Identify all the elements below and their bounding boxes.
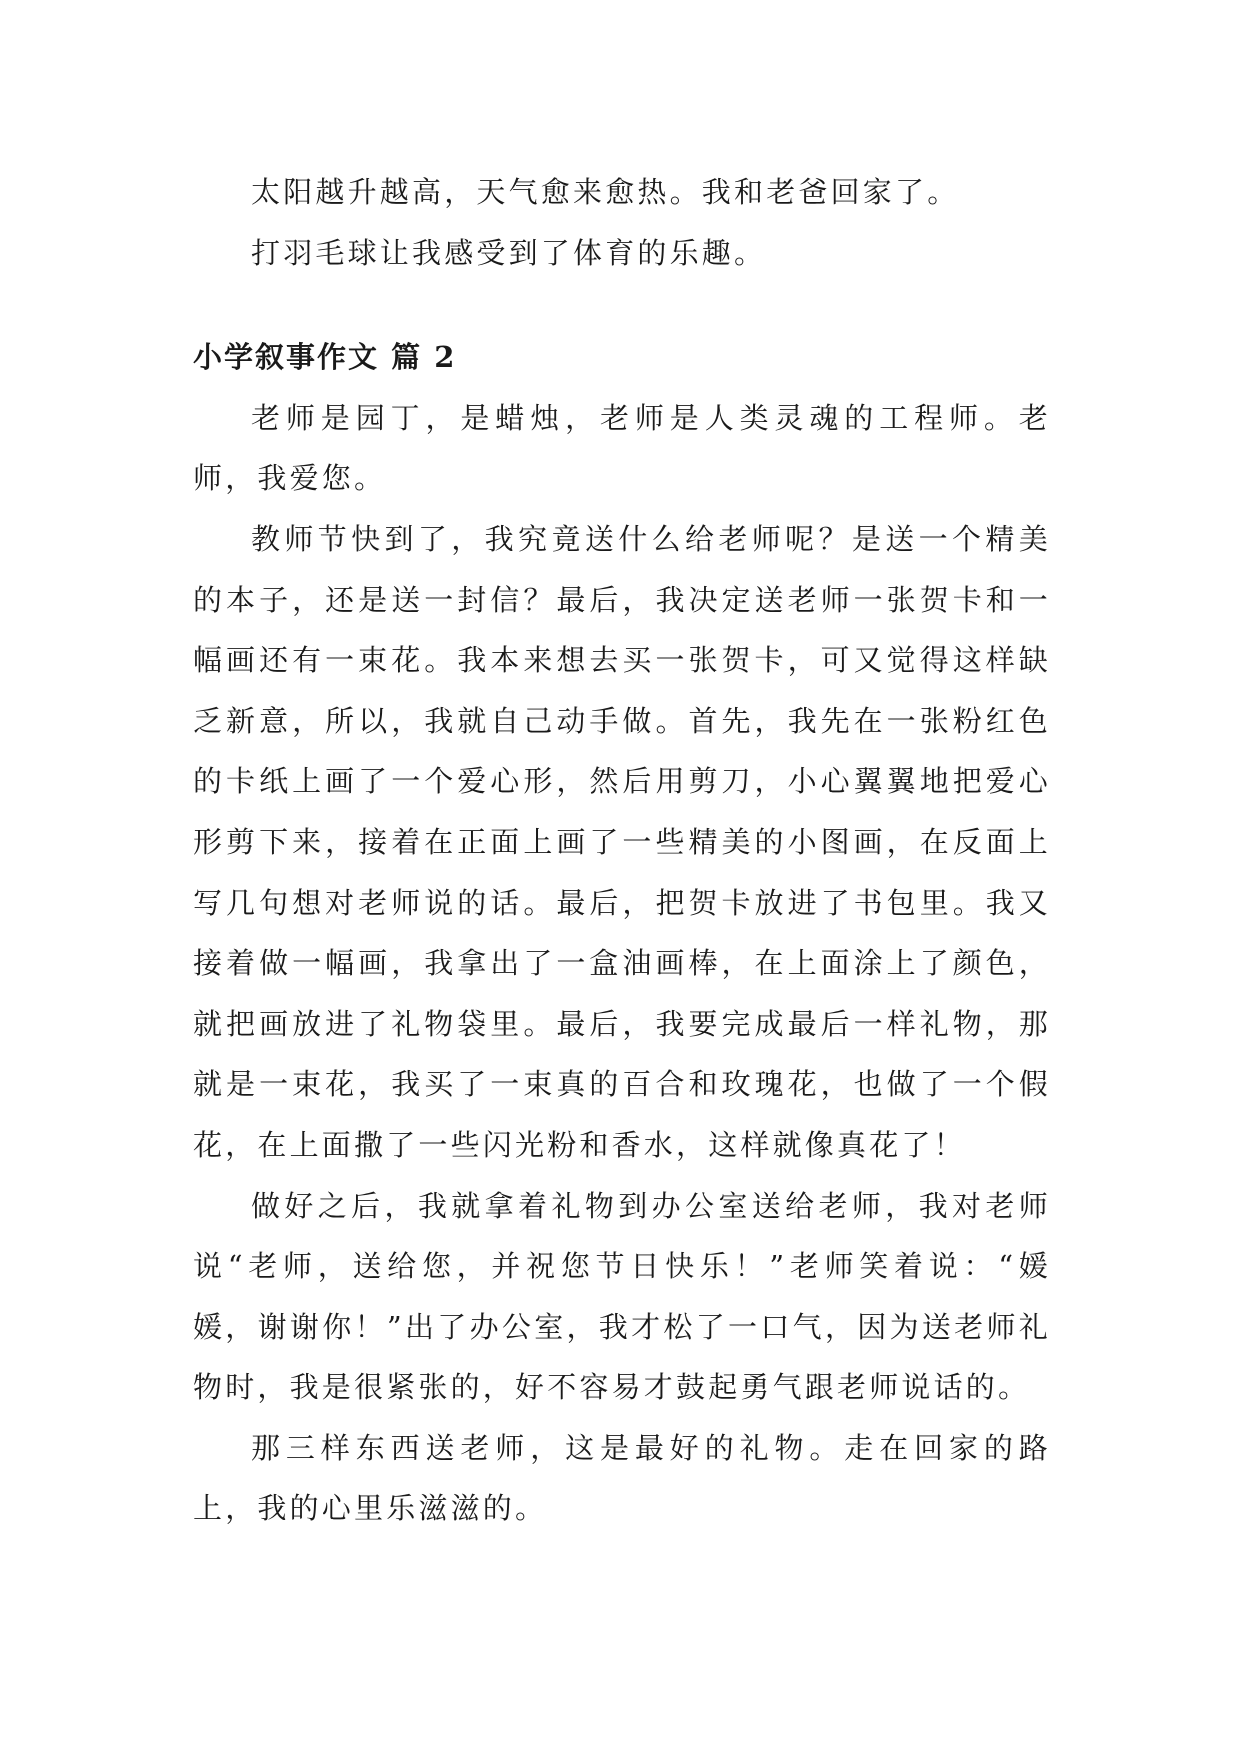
paragraph: 太阳越升越高，天气愈来愈热。我和老爸回家了。 — [251, 175, 960, 209]
paragraph: 打羽毛球让我感受到了体育的乐趣。 — [251, 235, 767, 270]
section-title: 小学叙事作文 篇 2 — [193, 340, 457, 375]
paragraph: 老师是园丁，是蜡烛，老师是人类灵魂的工程师。老师，我爱您。 — [193, 400, 1051, 496]
paragraph: 做好之后，我就拿着礼物到办公室送给老师，我对老师说“老师，送给您，并祝您节日快乐！”老师笑着说：“媛媛，谢谢你！”出了办公室，我才松了一口气，因为送老师礼物时，我是很紧张的，好不容易才鼓起勇气跟老师说话的。 — [193, 1188, 1051, 1405]
paragraph: 那三样东西送老师，这是最好的礼物。走在回家的路上，我的心里乐滋滋的。 — [193, 1430, 1051, 1526]
paragraph: 教师节快到了，我究竟送什么给老师呢？是送一个精美的本子，还是送一封信？最后，我决定送老师一张贺卡和一幅画还有一束花。我本来想去买一张贺卡，可又觉得这样缺乏新意，所以，我就自己动手做。首先，我先在一张粉红色的卡纸上画了一个爱心形，然后用剪刀，小心翼翼地把爱心形剪下来，接着在正面上画了一些精美的小图画，在反面上写几句想对老师说的话。最后，把贺卡放进了书包里。我又接着做一幅画，我拿出了一盒油画棒，在上面涂上了颜色，就把画放进了礼物袋里。最后，我要完成最后一样礼物，那就是一束花，我买了一束真的百合和玫瑰花，也做了一个假花，在上面撒了一些闪光粉和香水，这样就像真花了！ — [193, 521, 1051, 1162]
document-body — [193, 162, 1051, 1539]
